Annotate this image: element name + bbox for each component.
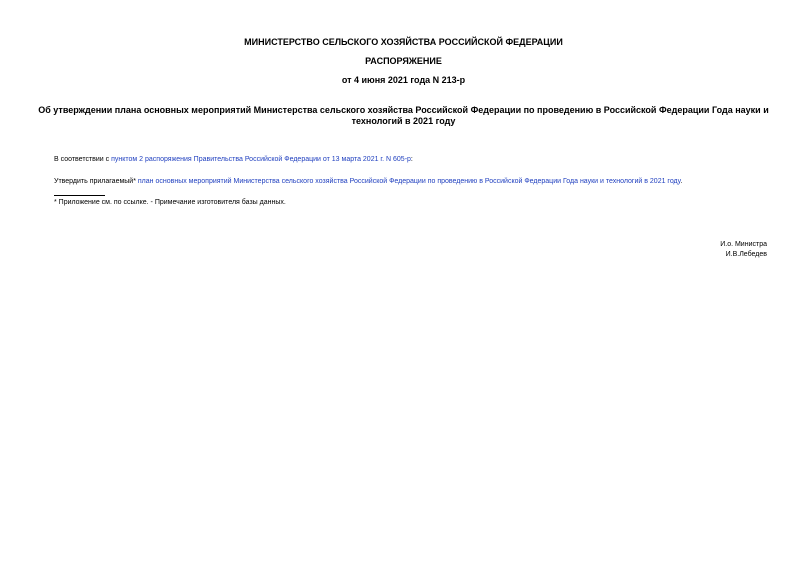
signatory-title: И.о. Министра [720,241,767,248]
footnote-text: * Приложение см. по ссылке. - Примечание изготовителя базы данных. [54,199,286,206]
approval-prefix: Утвердить прилагаемый* [54,178,138,185]
plan-link[interactable]: план основных мероприятий Министерства сельского хозяйства Российской Федерации по проведению в Российской Федерации Года науки и технологий в 2021 году [137,178,681,185]
basis-prefix: В соответствии с [54,156,112,163]
document-subject: Об утверждении плана основных мероприятий Министерства сельского хозяйства Российской Федерации по проведению в Российской Федерации Года науки и технологий в 2021 году [38,105,769,126]
approval-suffix: . [680,178,683,185]
signatory-name: И.В.Лебедев [725,251,767,258]
footnote-divider [54,195,105,196]
approval-paragraph [54,177,784,186]
document-type: РАСПОРЯЖЕНИЕ [365,56,442,66]
basis-suffix: : [410,156,413,163]
basis-paragraph [54,155,784,164]
ministry-name: МИНИСТЕРСТВО СЕЛЬСКОГО ХОЗЯЙСТВА РОССИЙСКОЙ ФЕДЕРАЦИИ [244,37,563,47]
government-order-link[interactable]: пунктом 2 распоряжения Правительства Российской Федерации от 13 марта 2021 г. N 605-р [111,156,411,163]
document-date: от 4 июня 2021 года N 213-р [341,75,466,85]
